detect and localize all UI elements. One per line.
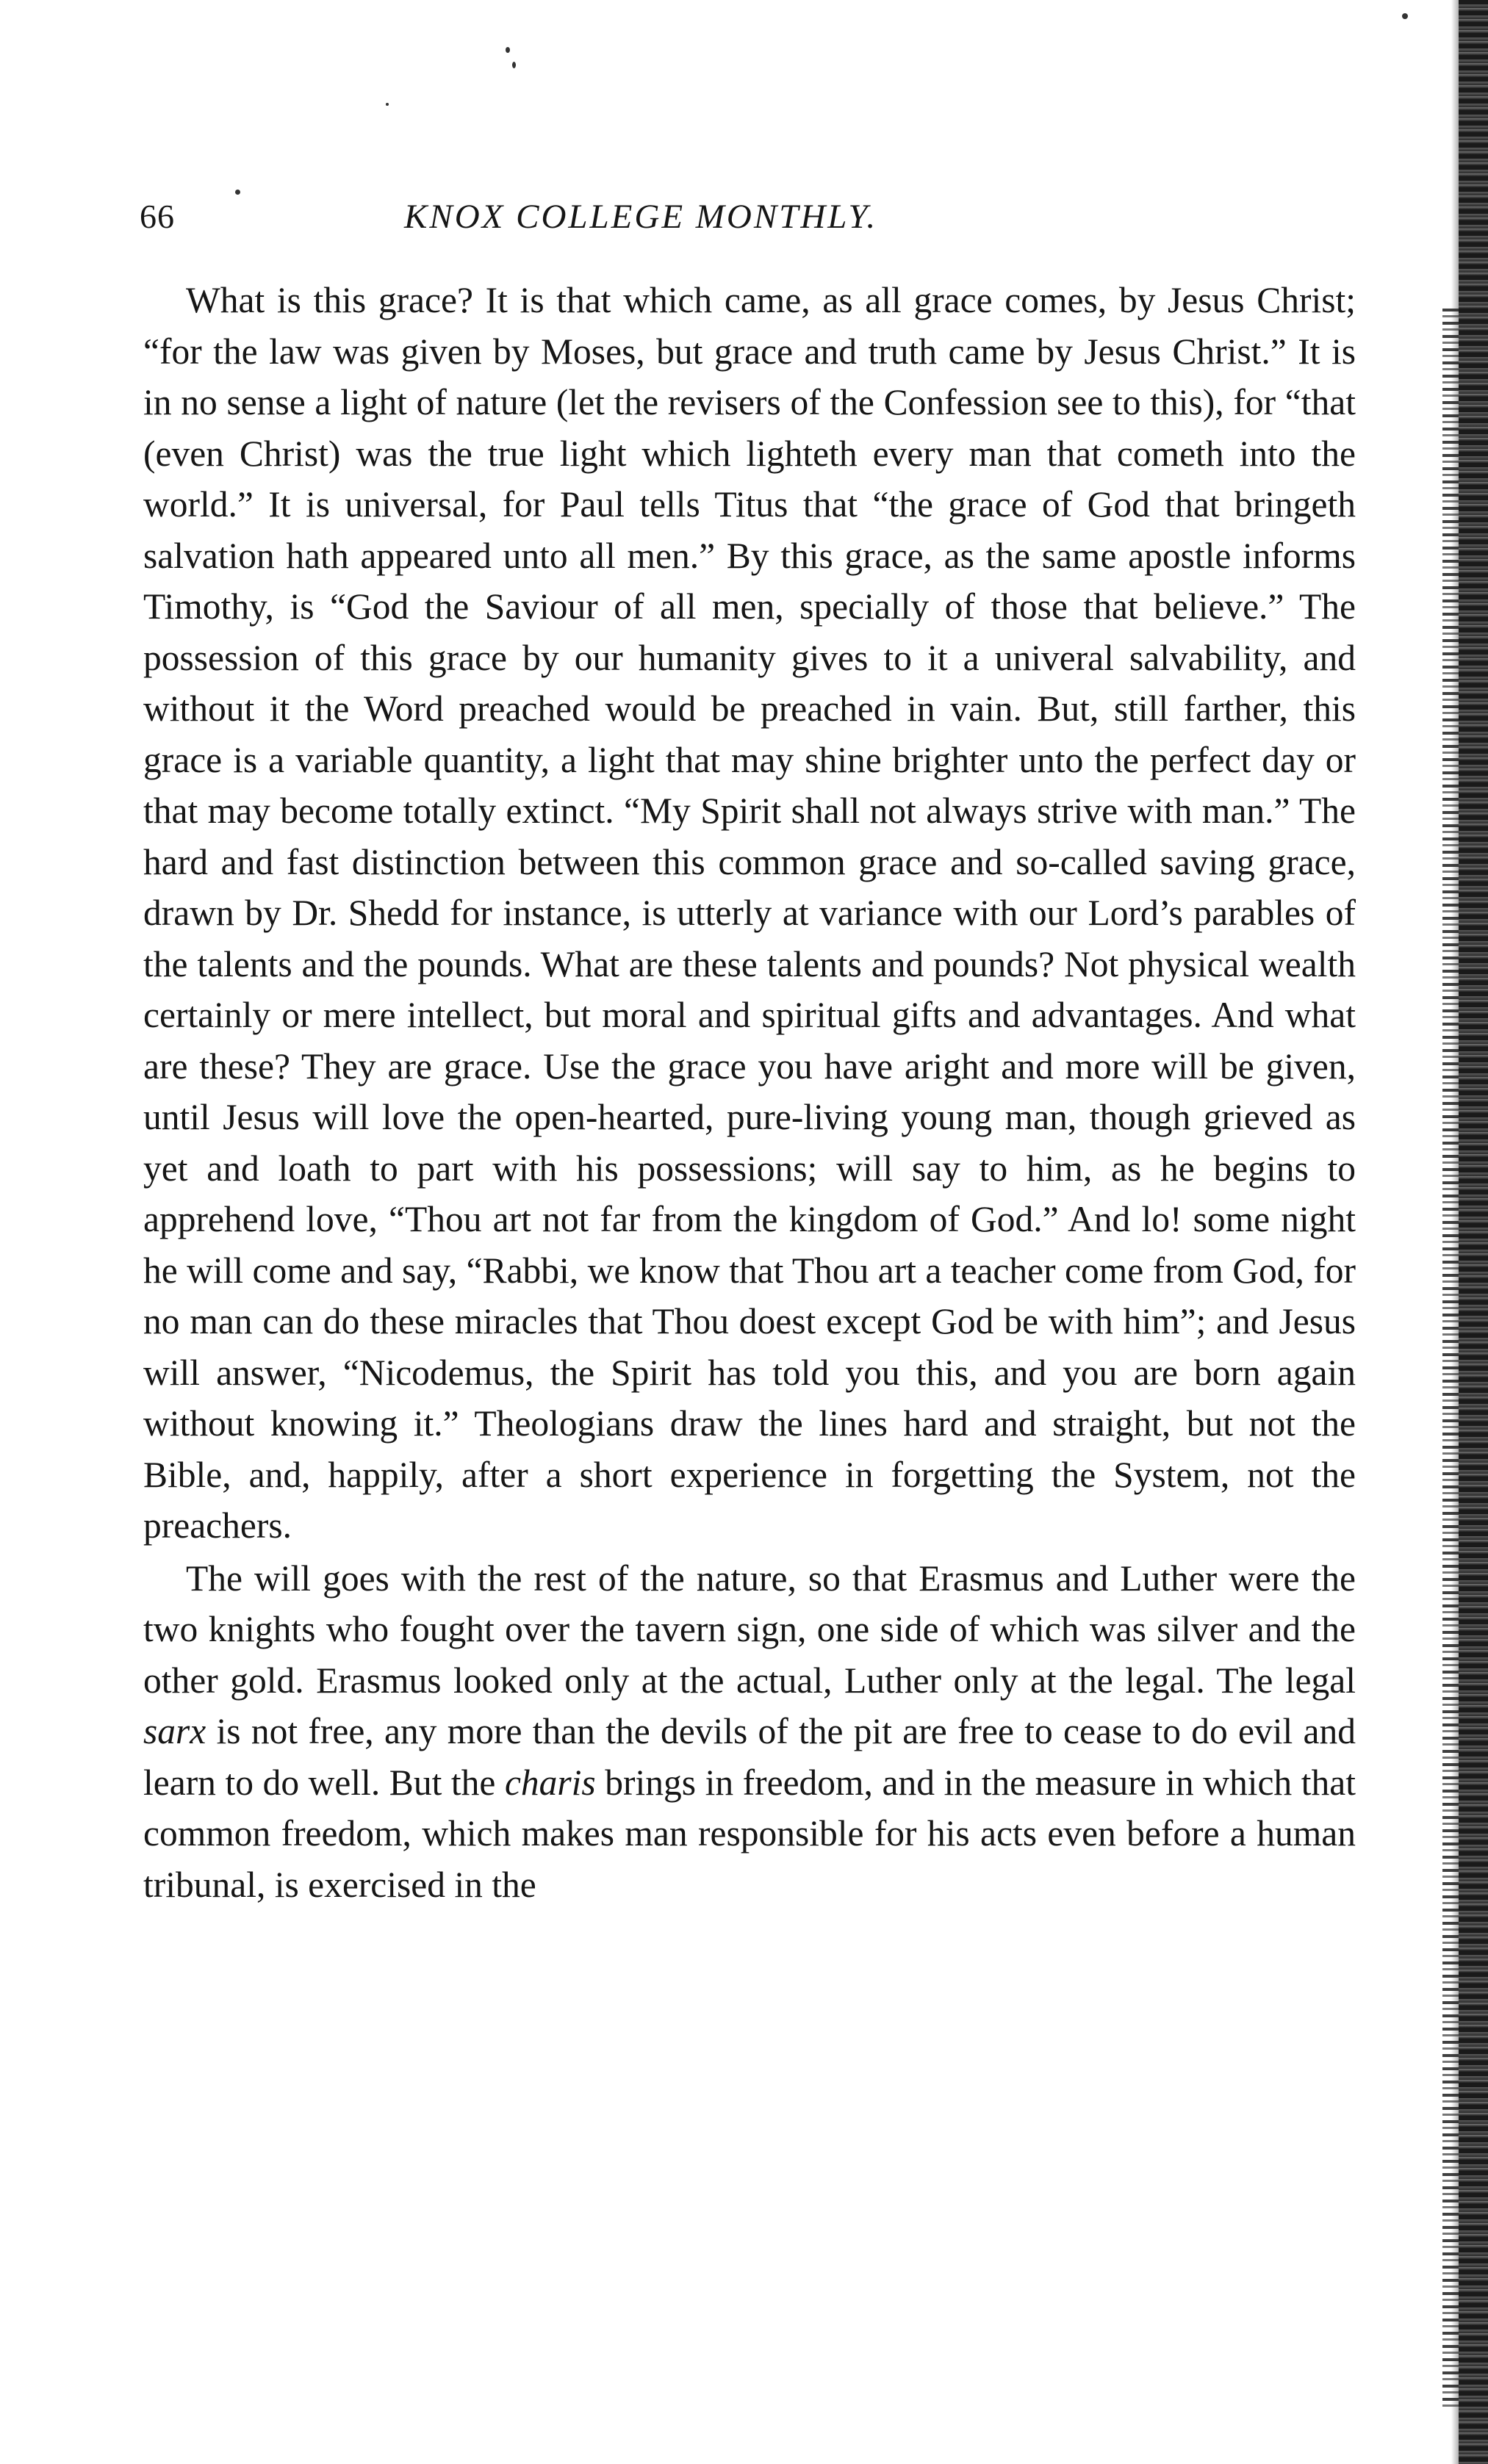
book-binding-edge <box>1459 0 1488 2464</box>
scan-speck <box>235 190 240 195</box>
scan-speck <box>386 103 389 106</box>
paragraph-text: What is this grace? It is that which came, as all grace comes, by Jesus Christ; “for the law was given by Moses, but grace and truth came by Jesus Christ.” It is in no sense a light of nature (let the revisers of the Confession see to this), for “that (even Christ) was the true light which lighteth every man that cometh into the world.” It is universal, for Paul tells Titus that “the grace of God that bringeth salvation hath appeared unto all men.” By this grace, as the same apostle informs Timothy, is “God the Saviour of all men, specially of those that believe.” The possession of this grace by our humanity gives to it a univeral salvability, and without it the Word preached would be preached in vain. But, still farther, this grace is a variable quantity, a light that may shine brighter unto the perfect day or that may become totally extinct. “My Spirit shall not always strive with man.” The hard and fast distinction between this common grace and so-called saving grace, drawn by Dr. Shedd for instance, is utterly at variance with our Lord’s parables of the talents and the pounds. What are these talents and pounds? Not physical wealth certainly or mere intellect, but moral and spiritual gifts and advantages. And what are these? They are grace. Use the grace you have aright and more will be given, until Jesus will love the open-hearted, pure-living young man, though grieved as yet and loath to part with his possessions; will say to him, as he begins to apprehend love, “Thou art not far from the kingdom of God.” And lo! some night he will come and say, “Rabbi, we know that Thou art a teacher come from God, for no man can do these miracles that Thou doest except God be with him”; and Jesus will answer, “Nicodemus, the Spirit has told you this, and you are born again without knowing it.” Theologians draw the lines hard and straight, but not the Bible, and, happily, after a short experience in forgetting the System, not the preachers. <box>143 280 1356 1546</box>
paragraph-text: brings in freedom, and in the measure in which that common freedom, which makes man responsible for his acts even before a human tribunal, is exercised in the <box>143 1762 1356 1905</box>
running-head: KNOX COLLEGE MONTHLY. <box>404 198 878 236</box>
page-header <box>140 197 1345 256</box>
paragraph-text: The will goes with the rest of the nature, so that Erasmus and Luther were the two knights who fought over the tavern sign, one side of which was silver and the other gold. Erasmus looked only at the actual, Luther only at the legal. The legal <box>143 1557 1356 1701</box>
paragraph-text: is not free, any more than the devils of the pit are free to cease to do evil and learn to do well. But the <box>143 1711 1356 1803</box>
page-number: 66 <box>140 198 175 235</box>
scan-speck <box>512 62 516 68</box>
paragraph <box>143 1553 1356 1911</box>
scan-speck <box>506 47 510 53</box>
greek-term-sarx: sarx <box>143 1711 206 1751</box>
scan-speck <box>1402 13 1408 19</box>
article-body <box>143 275 1356 1910</box>
greek-term-charis: charis <box>504 1762 596 1803</box>
paragraph <box>143 275 1356 1552</box>
